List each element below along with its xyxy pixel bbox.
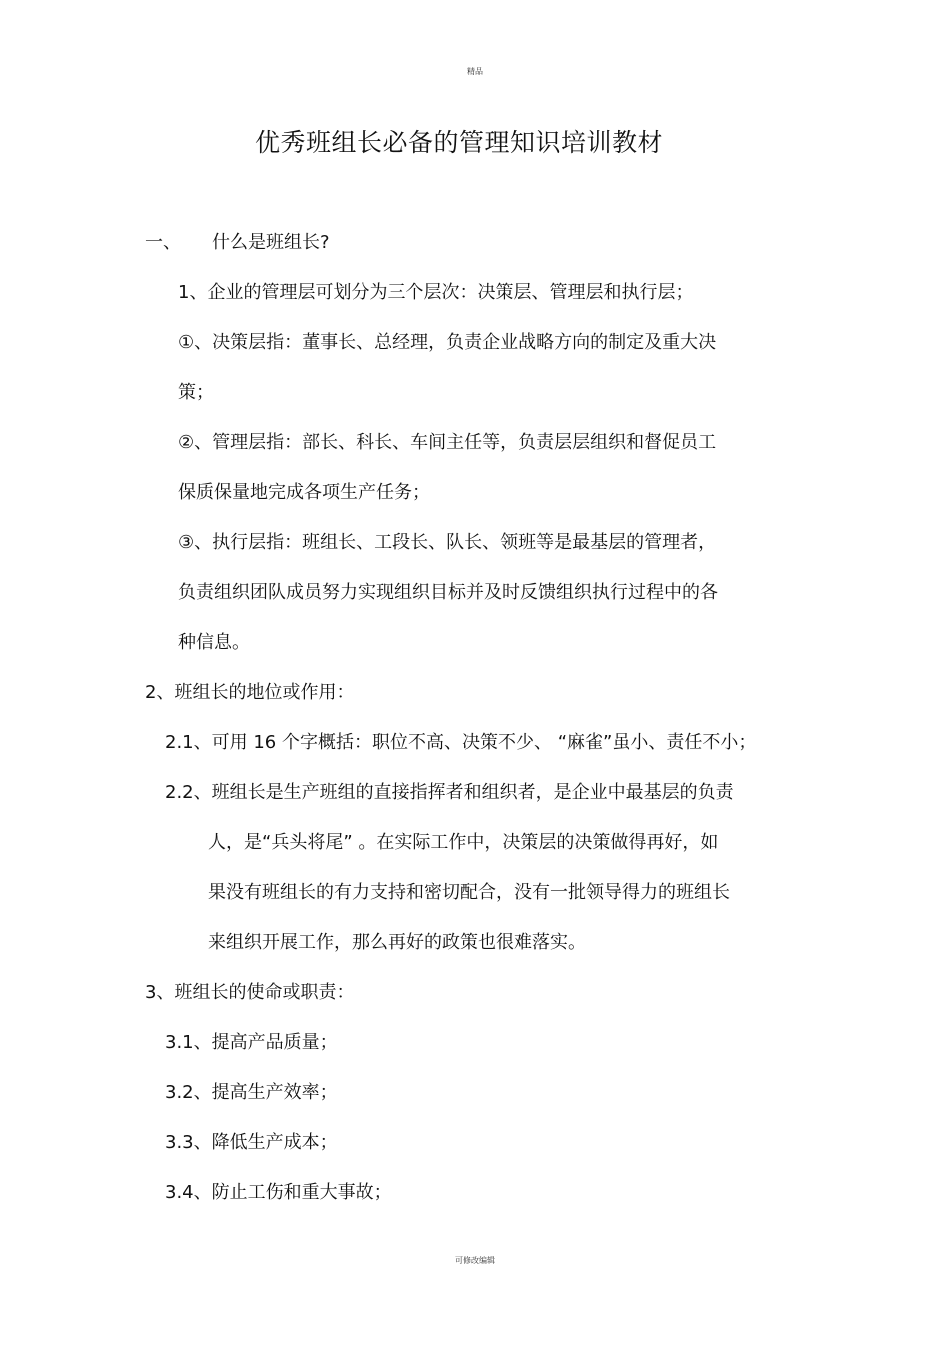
subsection-2-2-line-1: 2.2、班组长是生产班组的直接指挥者和组织者，是企业中最基层的负责 <box>165 782 734 803</box>
item-management-layer-line-1: ②、管理层指：部长、科长、车间主任等，负责层层组织和督促员工 <box>178 432 717 453</box>
section-2-heading: 2、班组长的地位或作用： <box>145 682 355 703</box>
item-decision-layer-line-1: ①、决策层指：董事长、总经理，负责企业战略方向的制定及重大决 <box>178 332 717 353</box>
footer-watermark: 可修改编辑 <box>455 1256 495 1265</box>
subsection-3-1: 3.1、提高产品质量； <box>165 1032 338 1053</box>
document-title: 优秀班组长必备的管理知识培训教材 <box>254 128 663 157</box>
section-3-heading: 3、班组长的使命或职责： <box>145 982 355 1003</box>
paragraph-management-levels: 1、企业的管理层可划分为三个层次：决策层、管理层和执行层； <box>178 282 694 303</box>
subsection-2-2-line-2: 人，是“兵头将尾” 。在实际工作中，决策层的决策做得再好，如 <box>208 832 719 853</box>
subsection-2-2-line-4: 来组织开展工作，那么再好的政策也很难落实。 <box>208 932 586 953</box>
header-watermark: 精品 <box>467 67 483 76</box>
section-1-number: 一、 <box>145 232 181 253</box>
item-execution-layer-line-3: 种信息。 <box>178 632 250 653</box>
subsection-2-1: 2.1、可用 16 个字概括：职位不高、决策不少、 “麻雀”虽小、责任不小； <box>165 732 757 753</box>
item-management-layer-line-2: 保质保量地完成各项生产任务； <box>178 482 430 503</box>
section-1-heading: 什么是班组长? <box>212 232 330 253</box>
item-decision-layer-line-2: 策； <box>178 382 214 403</box>
subsection-3-2: 3.2、提高生产效率； <box>165 1082 338 1103</box>
subsection-3-4: 3.4、防止工伤和重大事故； <box>165 1182 392 1203</box>
subsection-3-3: 3.3、降低生产成本； <box>165 1132 338 1153</box>
item-execution-layer-line-1: ③、执行层指：班组长、工段长、队长、领班等是最基层的管理者， <box>178 532 717 553</box>
item-execution-layer-line-2: 负责组织团队成员努力实现组织目标并及时反馈组织执行过程中的各 <box>178 582 718 603</box>
subsection-2-2-line-3: 果没有班组长的有力支持和密切配合，没有一批领导得力的班组长 <box>208 882 730 903</box>
